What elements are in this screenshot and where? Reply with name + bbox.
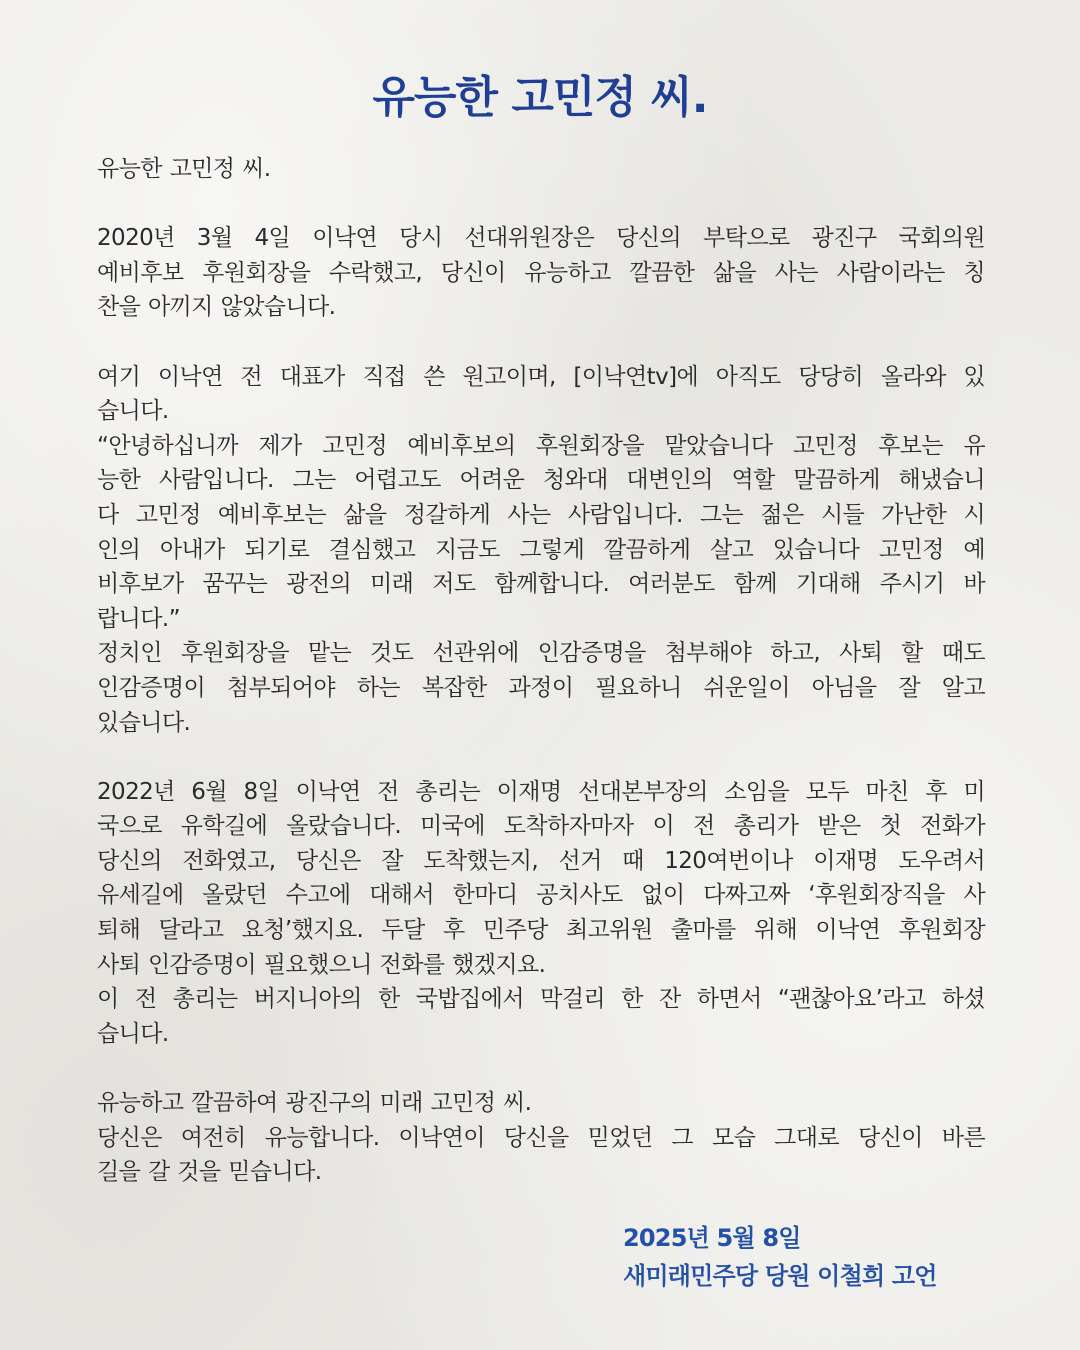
body-line: 예비후보 후원회장을 수락했고, 당신이 유능하고 깔끔한 삶을 사는 사람이라는 칭 [97, 259, 985, 286]
body-line: 정치인 후원회장을 맡는 것도 선관위에 인감증명을 첨부해야 하고, 사퇴 할 때도 [97, 640, 985, 667]
paragraph-gap [97, 325, 985, 360]
signature-author: 새미래민주당 당원 이철희 고언 [623, 1262, 937, 1290]
body-line: 습니다. [97, 1020, 169, 1047]
body-line: 인감증명이 첨부되어야 하는 복잡한 과정이 필요하니 쉬운일이 아님을 잘 알고 [97, 674, 985, 701]
body-line: 능한 사람입니다. 그는 어렵고도 어려운 청와대 대변인의 역할 말끔하게 해냈습니 [97, 467, 985, 494]
body-line: 인의 아내가 되기로 결심했고 지금도 그렇게 깔끔하게 살고 있습니다 고민정 예 [97, 536, 985, 563]
body-line: 당신은 여전히 유능합니다. 이낙연이 당신을 믿었던 그 모습 그대로 당신이 바른 [97, 1124, 985, 1151]
body-line: 퇴해 달라고 요청’했지요. 두달 후 민주당 최고위원 출마를 위해 이낙연 후원회장 [97, 917, 985, 944]
body-line: 2020년 3월 4일 이낙연 당시 선대위원장은 당신의 부탁으로 광진구 국회의원 [97, 225, 985, 252]
signature-block [623, 1219, 937, 1295]
letter-title: 유능한 고민정 씨. [372, 72, 708, 123]
body-line: 습니다. [97, 398, 169, 425]
letter-body [97, 152, 985, 1190]
body-line: 2022년 6월 8일 이낙연 전 총리는 이재명 선대본부장의 소임을 모두 마친 후 미 [97, 778, 985, 805]
body-line: 비후보가 꿈꾸는 광전의 미래 저도 함께합니다. 여러분도 함께 기대해 주시기 바 [97, 571, 985, 598]
body-line: 사퇴 인감증명이 필요했으니 전화를 했겠지요. [97, 951, 546, 978]
paragraph-gap [97, 1051, 985, 1086]
signature-date: 2025년 5월 8일 [623, 1224, 801, 1252]
body-line: 있습니다. [97, 709, 191, 736]
body-line: 랍니다.” [97, 605, 180, 632]
greeting-line: 유능한 고민정 씨. [97, 156, 271, 182]
body-line: 다 고민정 예비후보는 삶을 정갈하게 사는 사람입니다. 그는 젊은 시들 가난한 시 [97, 501, 985, 528]
body-line: 유세길에 올랐던 수고에 대해서 한마디 공치사도 없이 다짜고짜 ‘후원회장직을 사 [97, 882, 985, 909]
body-line: 이 전 총리는 버지니아의 한 국밥집에서 막걸리 한 잔 하면서 “괜찮아요’라고 하셨 [97, 986, 985, 1013]
body-line: 찬을 아끼지 않았습니다. [97, 294, 336, 321]
body-line: 국으로 유학길에 올랐습니다. 미국에 도착하자마자 이 전 총리가 받은 첫 전화가 [97, 813, 985, 840]
body-line: “안녕하십니까 제가 고민정 예비후보의 후원회장을 맡았습니다 고민정 후보는 유 [97, 432, 985, 459]
body-line: 유능하고 깔끔하여 광진구의 미래 고민정 씨. [97, 1090, 532, 1117]
body-line: 당신의 전화였고, 당신은 잘 도착했는지, 선거 때 120여번이나 이재명 도우려서 [97, 847, 985, 874]
paragraph-gap [97, 740, 985, 775]
body-line: 길을 갈 것을 믿습니다. [97, 1159, 322, 1186]
paragraph-gap [97, 187, 985, 222]
body-line: 여기 이낙연 전 대표가 직접 쓴 원고이며, [이낙연tv]에 아직도 당당히 올라와 있 [97, 363, 985, 390]
